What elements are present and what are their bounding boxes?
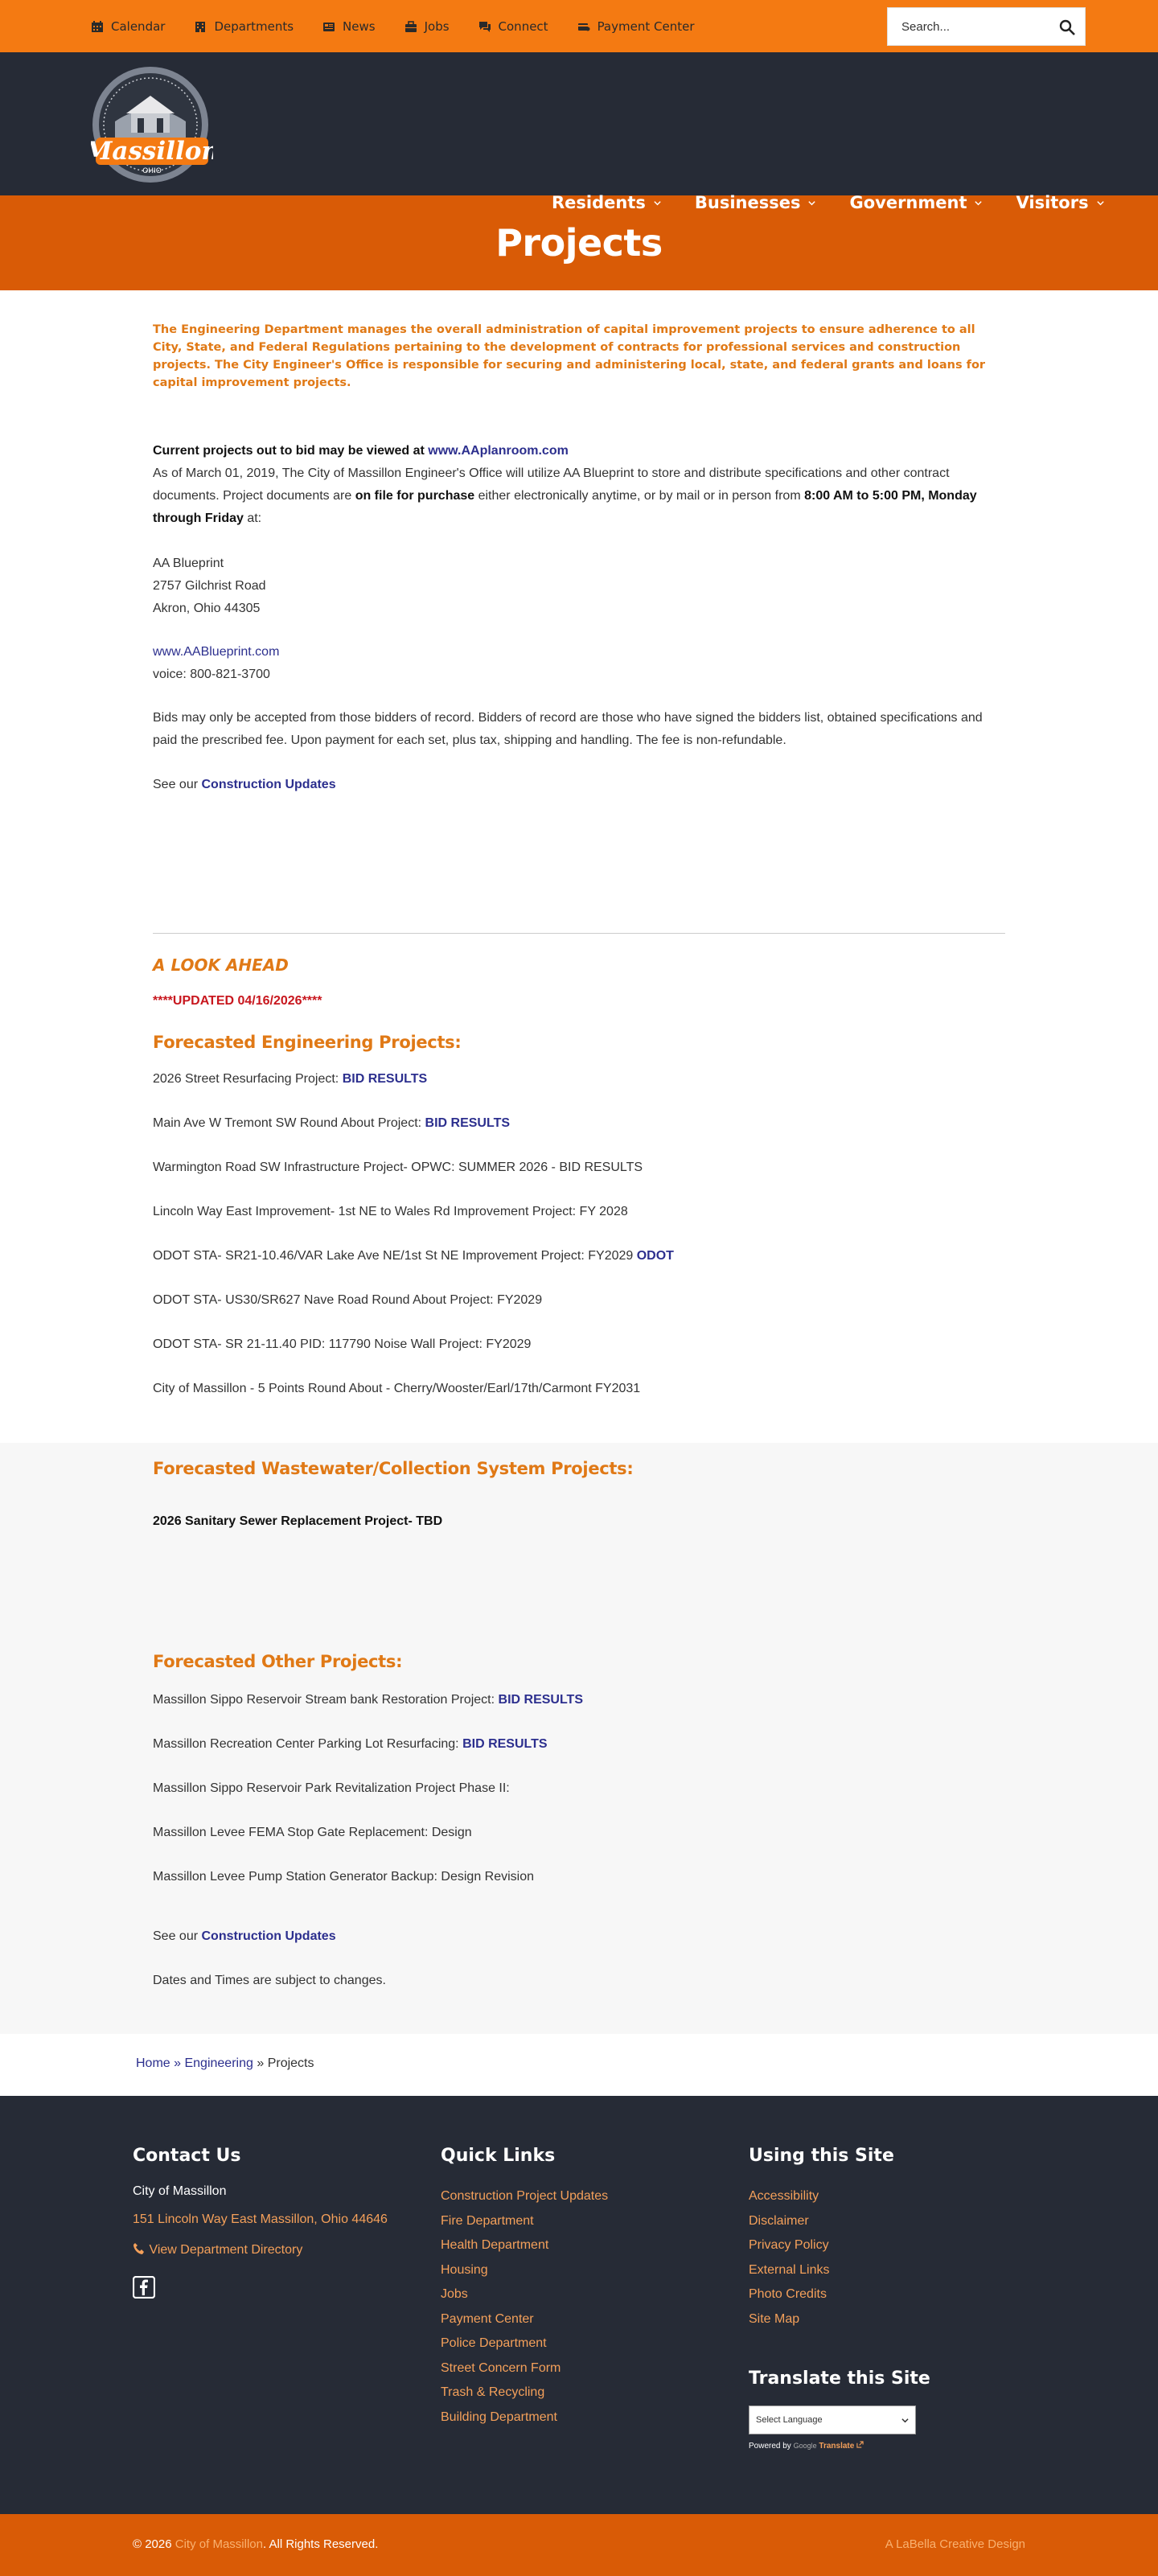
project-text: Massillon Recreation Center Parking Lot Resurfacing: (153, 1737, 463, 1751)
project-item (153, 1070, 1005, 1089)
construction-updates-line (153, 1927, 1005, 1946)
wastewater-project: 2026 Sanitary Sewer Replacement Project- TBD (153, 1514, 443, 1528)
utility-link-news[interactable] (322, 19, 376, 34)
project-text: City of Massillon - 5 Points Round About - Cherry/Wooster/Earl/17th/Carmont FY2031 (153, 1382, 641, 1395)
utility-link-connect[interactable] (478, 19, 548, 34)
quick-link[interactable]: Housing (441, 2262, 488, 2277)
project-text: Massillon Sippo Reservoir Stream bank Restoration Project: (153, 1693, 499, 1707)
project-link[interactable]: BID RESULTS (462, 1737, 548, 1751)
newspaper-icon (322, 20, 335, 33)
bid-text-2: either electronically anytime, or by mail or in person from (474, 489, 805, 503)
search-box (887, 7, 1086, 46)
using-site-link[interactable]: Disclaimer (749, 2213, 809, 2228)
address-line: 2757 Gilchrist Road (153, 579, 266, 593)
footer-address-link[interactable]: 151 Lincoln Way East Massillon, Ohio 44646 (133, 2212, 388, 2226)
using-site-link[interactable]: External Links (749, 2262, 830, 2277)
utility-link-departments[interactable] (194, 19, 294, 34)
divider (153, 933, 1005, 934)
chevron-down-icon (1096, 199, 1105, 207)
project-text: Massillon Levee FEMA Stop Gate Replacement: Design (153, 1826, 472, 1839)
building-icon (194, 20, 207, 33)
using-site-link[interactable]: Photo Credits (749, 2287, 827, 2301)
project-link[interactable]: ODOT (636, 1249, 674, 1263)
wastewater-heading: Forecasted Wastewater/Collection System Projects: (153, 1459, 634, 1478)
footer-using-site (749, 2146, 930, 2451)
footer-contact (133, 2146, 388, 2299)
breadcrumb-separator: » (170, 2056, 185, 2070)
nav-visitors[interactable] (1016, 193, 1104, 212)
logo-wordmark: Massillon (91, 137, 213, 166)
utility-link-label: Departments (214, 18, 294, 34)
quick-link[interactable]: Fire Department (441, 2213, 534, 2228)
other-project-list (153, 1691, 1005, 1887)
project-text: Massillon Levee Pump Station Generator Backup: Design Revision (153, 1870, 535, 1884)
copyright-city-link[interactable]: City of Massillon (175, 2537, 263, 2551)
project-link[interactable]: BID RESULTS (498, 1693, 583, 1707)
engineering-heading: Forecasted Engineering Projects: (153, 1033, 462, 1052)
quick-links-list (441, 2184, 608, 2430)
using-site-link[interactable]: Privacy Policy (749, 2238, 829, 2252)
project-text: ODOT STA- SR 21-11.40 PID: 117790 Noise Wall Project: FY2029 (153, 1337, 532, 1351)
quick-link[interactable]: Jobs (441, 2287, 468, 2301)
look-ahead-section (153, 933, 1005, 1399)
nav-label: Government (849, 193, 967, 212)
project-item (153, 1202, 1005, 1222)
project-text: ODOT STA- SR21-10.46/VAR Lake Ave NE/1st St NE Improvement Project: FY2029 (153, 1249, 637, 1263)
project-link[interactable]: BID RESULTS (342, 1072, 428, 1086)
project-text: Lincoln Way East Improvement- 1st NE to Wales Rd Improvement Project: FY 2028 (153, 1205, 628, 1218)
address-line: Akron, Ohio 44305 (153, 602, 261, 615)
language-select-value: Select Language (756, 2415, 823, 2425)
engineering-project-list (153, 1070, 1005, 1399)
project-item (153, 1867, 1005, 1887)
construction-updates-line (153, 774, 1005, 796)
look-ahead-heading: A LOOK AHEAD (153, 955, 289, 975)
quick-link[interactable]: Street Concern Form (441, 2360, 561, 2375)
construction-updates-link[interactable]: Construction Updates (201, 778, 336, 791)
quick-link[interactable]: Trash & Recycling (441, 2385, 545, 2399)
project-item (153, 1735, 1005, 1754)
using-site-link[interactable]: Site Map (749, 2311, 800, 2326)
language-select[interactable] (749, 2405, 916, 2434)
project-item (153, 1335, 1005, 1354)
nav-label: Residents (552, 193, 646, 212)
quick-link[interactable]: Building Department (441, 2410, 557, 2424)
aablueprint-link[interactable]: www.AABlueprint.com (153, 645, 280, 659)
city-logo[interactable] (91, 65, 213, 186)
phone-icon (133, 2242, 146, 2255)
project-item (153, 1691, 1005, 1710)
powered-by (749, 2441, 930, 2451)
footer-quick-links (441, 2146, 608, 2430)
quick-link[interactable]: Construction Project Updates (441, 2189, 609, 2203)
search-input[interactable] (888, 9, 1049, 44)
bid-paragraph (153, 440, 1005, 530)
main-navigation (552, 193, 1138, 212)
nav-label: Businesses (694, 193, 801, 212)
utility-link-calendar[interactable] (91, 19, 165, 34)
chat-icon (478, 20, 491, 33)
see-our-text: See our (153, 778, 202, 791)
calendar-icon (91, 20, 104, 33)
other-projects-heading: Forecasted Other Projects: (153, 1652, 403, 1671)
see-our-text: See our (153, 1929, 202, 1943)
chevron-down-icon (807, 199, 816, 207)
footer-heading: Quick Links (441, 2146, 556, 2166)
footer-heading: Translate this Site (749, 2369, 930, 2389)
breadcrumb-bar (0, 2034, 1158, 2096)
breadcrumb-engineering[interactable]: Engineering (184, 2056, 253, 2070)
copyright-prefix: © 2026 (133, 2537, 175, 2551)
nav-businesses[interactable] (695, 193, 817, 212)
quick-link[interactable]: Payment Center (441, 2311, 534, 2326)
project-item (153, 1158, 1005, 1177)
breadcrumb (136, 2056, 314, 2071)
nav-label: Visitors (1016, 193, 1089, 212)
utility-link-payment-center[interactable] (577, 19, 695, 34)
logo-subtext: OHIO (142, 167, 162, 175)
utility-bar (0, 0, 1158, 52)
footer-heading: Using this Site (749, 2146, 894, 2166)
utility-link-label: Connect (498, 18, 548, 34)
payment-icon (577, 20, 590, 33)
address-line: AA Blueprint (153, 557, 224, 570)
utility-link-label: Jobs (424, 18, 450, 34)
bid-text-3: at: (243, 512, 262, 525)
briefcase-icon (404, 20, 417, 33)
chevron-down-icon (901, 2417, 909, 2424)
project-item (153, 1379, 1005, 1399)
construction-updates-link[interactable]: Construction Updates (201, 1929, 336, 1943)
bid-text-bold: on file for purchase (355, 489, 475, 503)
facebook-icon[interactable] (133, 2276, 155, 2299)
project-item (153, 1779, 1005, 1798)
chevron-down-icon (653, 199, 662, 207)
footer-directory-label: View Department Directory (149, 2243, 303, 2257)
copyright-bar (0, 2514, 1158, 2576)
updated-notice: ****UPDATED 04/16/2026**** (153, 994, 322, 1008)
search-icon[interactable] (1058, 18, 1076, 36)
bids-note: Bids may only be accepted from those bidders of record. Bidders of record are those who have signed the bidders list, obtained specifications and paid the prescribed fee. Upon payment for each set, plus tax, shipping and handling. The fee is non-refundable. (153, 711, 983, 747)
page-title: Projects (495, 221, 663, 265)
nav-residents[interactable] (552, 193, 662, 212)
project-item (153, 1823, 1005, 1843)
site-header (0, 52, 1158, 212)
quick-link[interactable]: Health Department (441, 2238, 549, 2252)
address-block (153, 553, 1005, 620)
utility-link-label: News (343, 18, 376, 34)
using-site-link[interactable]: Accessibility (749, 2189, 819, 2203)
external-link-icon (856, 2441, 864, 2448)
breadcrumb-separator: » (253, 2056, 268, 2070)
project-item (153, 1114, 1005, 1133)
breadcrumb-current: Projects (267, 2056, 314, 2070)
project-text: Massillon Sippo Reservoir Park Revitalization Project Phase II: (153, 1781, 510, 1795)
bid-hours: 8:00 AM to 5:00 PM, Monday through Friday (153, 489, 977, 525)
aaplanroom-link[interactable]: www.AAplanroom.com (428, 444, 569, 458)
project-item (153, 1247, 1005, 1266)
footer-city-name: City of Massillon (133, 2184, 227, 2198)
footer-directory-link[interactable] (133, 2242, 388, 2258)
main-content (0, 321, 1158, 933)
powered-by-text: Powered by (749, 2442, 794, 2451)
copyright-text (133, 2537, 378, 2551)
bid-heading: Current projects out to bid may be viewed at (153, 444, 429, 458)
project-text: Warmington Road SW Infrastructure Project- OPWC: SUMMER 2026 - BID RESULTS (153, 1161, 643, 1174)
voice-number: voice: 800-821-3700 (153, 668, 270, 681)
quick-link[interactable]: Police Department (441, 2336, 547, 2350)
utility-link-jobs[interactable] (404, 19, 450, 34)
project-item (153, 1291, 1005, 1310)
project-text: Main Ave W Tremont SW Round About Project: (153, 1116, 425, 1130)
chevron-down-icon (974, 199, 983, 207)
utility-link-label: Calendar (111, 18, 166, 34)
using-site-list (749, 2184, 930, 2332)
intro-text: The Engineering Department manages the overall administration of capital improvement projects to ensure adherence to all City, State, and Federal Regulations pertaining to the development of contracts for professional services and construction projects. The City Engineer's Office is responsible for securing and administering local, state, and federal grants and loans for capital improvement projects. (153, 323, 986, 389)
project-text: 2026 Street Resurfacing Project: (153, 1072, 343, 1086)
nav-government[interactable] (849, 193, 983, 212)
utility-links (91, 0, 724, 52)
utility-link-label: Payment Center (597, 18, 695, 34)
breadcrumb-home[interactable]: Home (136, 2056, 170, 2070)
designer-credit-link[interactable]: A LaBella Creative Design (885, 2537, 1025, 2551)
google-logo: Google (793, 2442, 817, 2450)
site-footer (0, 2096, 1158, 2514)
footer-heading: Contact Us (133, 2146, 241, 2166)
translate-link[interactable]: Translate (819, 2442, 855, 2451)
contact-block (153, 641, 1005, 686)
forecast-gray-section (0, 1443, 1158, 2034)
bid-text-1: As of March 01, 2019, The City of Massillon Engineer's Office will utilize AA Blueprint to store and distribute specifications and other contract documents. Project documents are (153, 466, 950, 503)
copyright-suffix: . All Rights Reserved. (262, 2537, 379, 2551)
project-link[interactable]: BID RESULTS (425, 1116, 511, 1130)
project-text: ODOT STA- US30/SR627 Nave Road Round About Project: FY2029 (153, 1293, 543, 1307)
dates-note: Dates and Times are subject to changes. (153, 1974, 386, 1987)
